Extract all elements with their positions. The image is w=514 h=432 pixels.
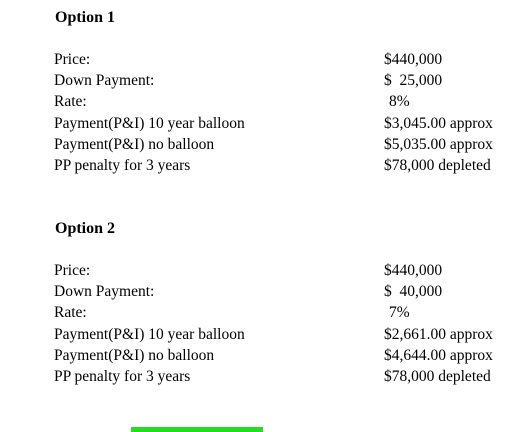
option-1-down-payment-value: $ 25,000 bbox=[384, 72, 443, 89]
option-1-payment-balloon-value: $3,045.00 approx bbox=[384, 115, 493, 132]
option-2-price-value: $440,000 bbox=[384, 262, 443, 279]
option-1-payment-balloon-label: Payment(P&I) 10 year balloon bbox=[54, 115, 245, 132]
option-1-rate-value: 8% bbox=[389, 93, 410, 110]
option-1-pp-penalty-value: $78,000 depleted bbox=[384, 157, 491, 174]
option-1-price-label: Price: bbox=[54, 51, 91, 68]
option-2-down-payment-label: Down Payment: bbox=[54, 283, 155, 300]
option-1-price-value: $440,000 bbox=[384, 51, 443, 68]
option-2-pp-penalty-value: $78,000 depleted bbox=[384, 368, 491, 385]
option-1-payment-no-balloon-value: $5,035.00 approx bbox=[384, 136, 493, 153]
option-2-rate-value: 7% bbox=[389, 304, 410, 321]
option-2-price-label: Price: bbox=[54, 262, 91, 279]
option-1-down-payment-label: Down Payment: bbox=[54, 72, 155, 89]
option-1-payment-no-balloon-label: Payment(P&I) no balloon bbox=[54, 136, 215, 153]
option-2-payment-no-balloon-value: $4,644.00 approx bbox=[384, 347, 493, 364]
option-1-rate-label: Rate: bbox=[54, 93, 87, 110]
option-2-heading: Option 2 bbox=[55, 220, 116, 237]
option-2-pp-penalty-label: PP penalty for 3 years bbox=[54, 368, 191, 385]
option-2-payment-no-balloon-label: Payment(P&I) no balloon bbox=[54, 347, 215, 364]
option-2-down-payment-value: $ 40,000 bbox=[384, 283, 443, 300]
option-2-rate-label: Rate: bbox=[54, 304, 87, 321]
option-1-pp-penalty-label: PP penalty for 3 years bbox=[54, 157, 191, 174]
option-2-payment-balloon-value: $2,661.00 approx bbox=[384, 326, 493, 343]
option-2-payment-balloon-label: Payment(P&I) 10 year balloon bbox=[54, 326, 245, 343]
option-1-heading: Option 1 bbox=[55, 9, 116, 26]
green-accent-bar bbox=[131, 427, 263, 432]
